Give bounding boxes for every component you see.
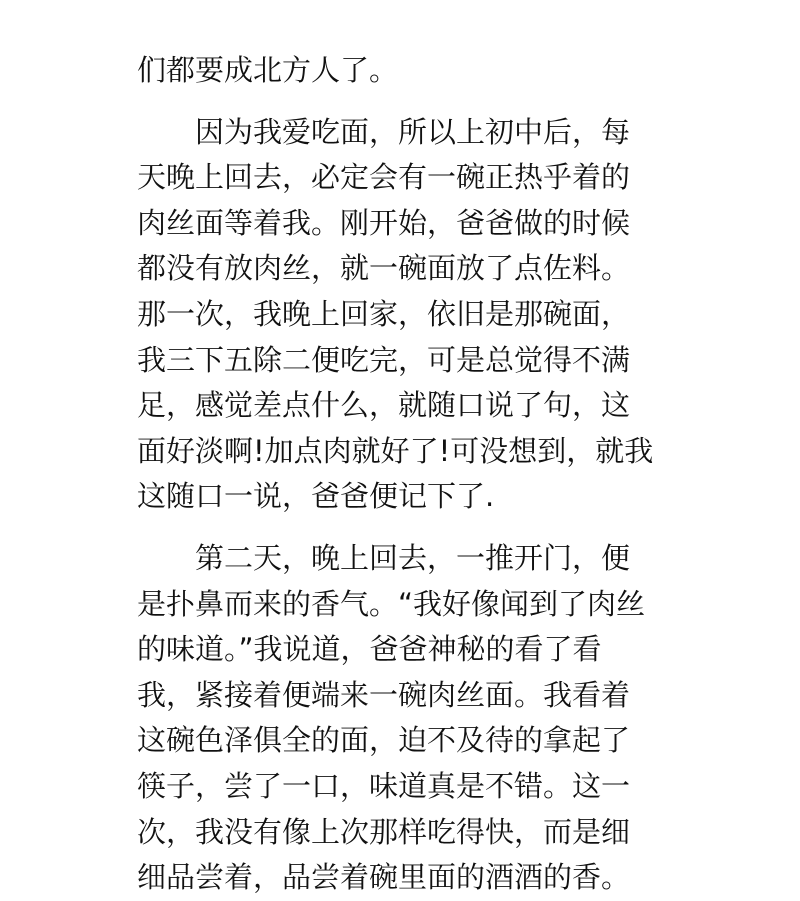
article-text xyxy=(137,48,677,901)
text-line: 筷子，尝了一口，味道真是不错。这一 xyxy=(137,768,631,803)
text-line: 面好淡啊!加点肉就好了!可没想到，就我 xyxy=(137,433,654,468)
paragraph-gap xyxy=(137,520,677,536)
paragraph-first-line: 因为我爱吃面，所以上初中后，每 xyxy=(195,114,631,149)
text-line: 是扑鼻而来的香气。“我好像闻到了肉丝 xyxy=(137,586,646,621)
paragraph-first-line: 第二天，晚上回去，一推开门，便 xyxy=(195,540,631,575)
paragraph-gap xyxy=(137,94,677,110)
text-line: 次，我没有像上次那样吃得快，而是细 xyxy=(137,814,631,849)
text-line: 这随口一说，爸爸便记下了. xyxy=(137,479,495,514)
text-line: 肉丝面等着我。刚开始，爸爸做的时候 xyxy=(137,205,631,240)
text-line: 都没有放肉丝，就一碗面放了点佐料。 xyxy=(137,251,631,286)
text-line: 我，紧接着便端来一碗肉丝面。我看着 xyxy=(137,677,631,712)
text-line: 那一次，我晚上回家，依旧是那碗面， xyxy=(137,296,631,331)
text-line: 足，感觉差点什么，就随口说了句，这 xyxy=(137,388,631,423)
text-line: 们都要成北方人了。 xyxy=(137,53,399,87)
text-line: 这碗色泽俱全的面，迫不及待的拿起了 xyxy=(137,723,631,758)
text-line: 我三下五除二便吃完，可是总觉得不满 xyxy=(137,342,631,377)
text-line: 天晚上回去，必定会有一碗正热乎着的 xyxy=(137,160,631,195)
text-line: 细品尝着，品尝着碗里面的酒酒的香。 xyxy=(137,860,631,895)
text-line: 的味道。”我说道，爸爸神秘的看了看 xyxy=(137,632,602,667)
